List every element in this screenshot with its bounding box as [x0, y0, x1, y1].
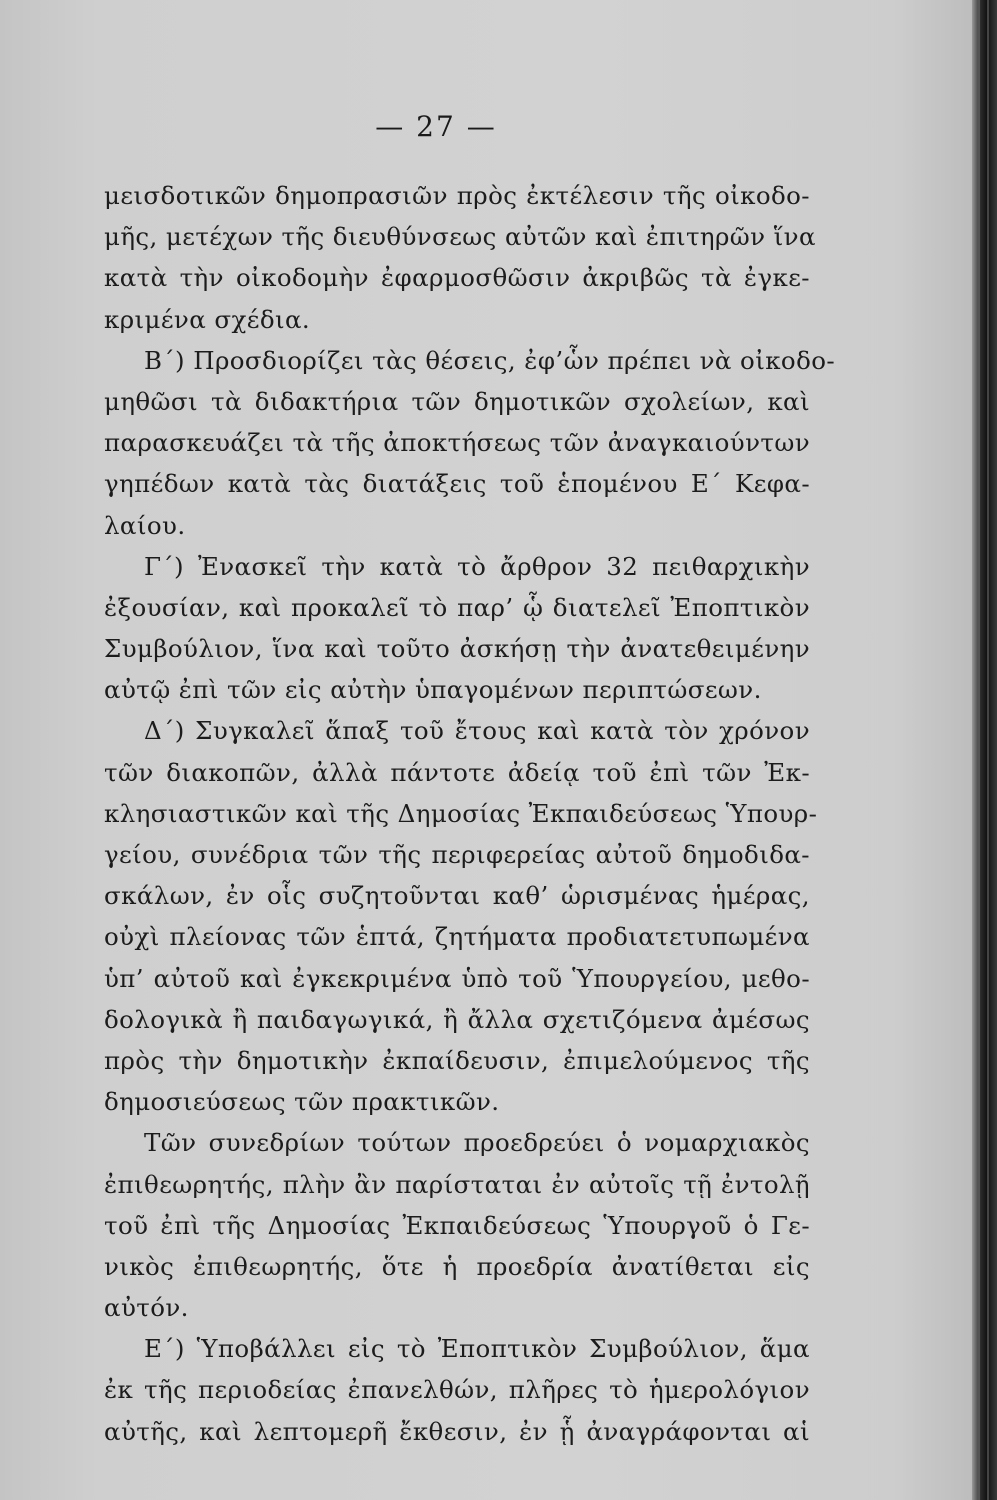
spine-edge-line — [987, 0, 989, 1500]
text-line: ἐξουσίαν, καὶ προκαλεῖ τὸ παρ’ ᾧ διατελεῖ Ἐποπτικὸν — [104, 592, 810, 622]
text-line: Β΄) Προσδιορίζει τὰς θέσεις, ἐφ’ὧν πρέπει νὰ οἰκοδο- — [144, 345, 836, 375]
text-line: δημοσιεύσεως τῶν πρακτικῶν. — [104, 1087, 500, 1117]
text-line: τοῦ ἐπὶ τῆς Δημοσίας Ἐκπαιδεύσεως Ὑπουργοῦ ὁ Γε- — [104, 1210, 810, 1240]
text-line: γηπέδων κατὰ τὰς διατάξεις τοῦ ἑπομένου Ε΄ Κεφα- — [104, 469, 810, 499]
text-line: γείου, συνέδρια τῶν τῆς περιφερείας αὐτοῦ δημοδιδα- — [104, 840, 810, 869]
text-line: Γ΄) Ἐνασκεῖ τὴν κατὰ τὸ ἄρθρον 32 πειθαρχικὴν — [144, 551, 810, 581]
text-line: αὐτῆς, καὶ λεπτομερῆ ἔκθεσιν, ἐν ᾗ ἀναγράφονται αἱ — [104, 1416, 810, 1446]
text-line: πρὸς τὴν δημοτικὴν ἐκπαίδευσιν, ἐπιμελούμενος τῆς — [104, 1045, 810, 1075]
text-line: νικὸς ἐπιθεωρητής, ὅτε ἡ προεδρία ἀνατίθεται εἰς — [104, 1251, 810, 1281]
text-line: ἐπιθεωρητής, πλὴν ἂν παρίσταται ἐν αὐτοῖς τῇ ἐντολῇ — [104, 1169, 810, 1199]
text-line: δολογικὰ ἢ παιδαγωγικά, ἢ ἄλλα σχετιζόμενα ἀμέσως — [104, 1004, 810, 1034]
text-line: τῶν διακοπῶν, ἀλλὰ πάντοτε ἀδείᾳ τοῦ ἐπὶ τῶν Ἐκ- — [104, 757, 810, 787]
text-line: μεισδοτικῶν δημοπρασιῶν πρὸς ἐκτέλεσιν τῆς οἰκοδο- — [104, 181, 810, 210]
text-line: αὐτῷ ἐπὶ τῶν εἰς αὐτὴν ὑπαγομένων περιπτώσεων. — [104, 675, 762, 705]
text-line: Ε΄) Ὑποβάλλει εἰς τὸ Ἐποπτικὸν Συμβούλιον, ἅμα — [144, 1334, 810, 1364]
book-spine — [972, 0, 997, 1500]
text-line: αὐτόν. — [104, 1293, 189, 1323]
text-line: Δ΄) Συγκαλεῖ ἅπαξ τοῦ ἔτους καὶ κατὰ τὸν χρόνον — [144, 716, 810, 746]
text-line: λαίου. — [104, 510, 186, 540]
text-line: οὐχὶ πλείονας τῶν ἑπτά, ζητήματα προδιατετυπωμένα — [104, 922, 810, 952]
text-line: κριμένα σχέδια. — [104, 304, 311, 334]
text-line: μηθῶσι τὰ διδακτήρια τῶν δημοτικῶν σχολείων, καὶ — [104, 386, 810, 416]
page-number: — 27 — — [375, 110, 497, 143]
text-line: σκάλων, ἐν οἷς συζητοῦνται καθ’ ὡρισμένας ἡμέρας, — [104, 881, 810, 911]
text-line: Συμβούλιον, ἵνα καὶ τοῦτο ἀσκήσῃ τὴν ἀνατεθειμένην — [104, 634, 810, 664]
spine-edge-line — [978, 0, 980, 1500]
text-line: Τῶν συνεδρίων τούτων προεδρεύει ὁ νομαρχιακὸς — [144, 1128, 810, 1158]
text-line: παρασκευάζει τὰ τῆς ἀποκτήσεως τῶν ἀναγκαιούντων — [104, 428, 810, 458]
text-line: ἐκ τῆς περιοδείας ἐπανελθών, πλῆρες τὸ ἡμερολόγιον — [104, 1375, 810, 1405]
body-text — [104, 175, 836, 1452]
text-line: κατὰ τὴν οἰκοδομὴν ἐφαρμοσθῶσιν ἀκριβῶς τὰ ἐγκε- — [104, 263, 810, 293]
text-line: μῆς, μετέχων τῆς διευθύνσεως αὐτῶν καὶ ἐπιτηρῶν ἵνα — [104, 222, 816, 252]
text-line: κλησιαστικῶν καὶ τῆς Δημοσίας Ἐκπαιδεύσεως Ὑπουρ- — [104, 798, 818, 828]
text-line: ὑπ’ αὐτοῦ καὶ ἐγκεκριμένα ὑπὸ τοῦ Ὑπουργείου, μεθο- — [104, 963, 810, 993]
